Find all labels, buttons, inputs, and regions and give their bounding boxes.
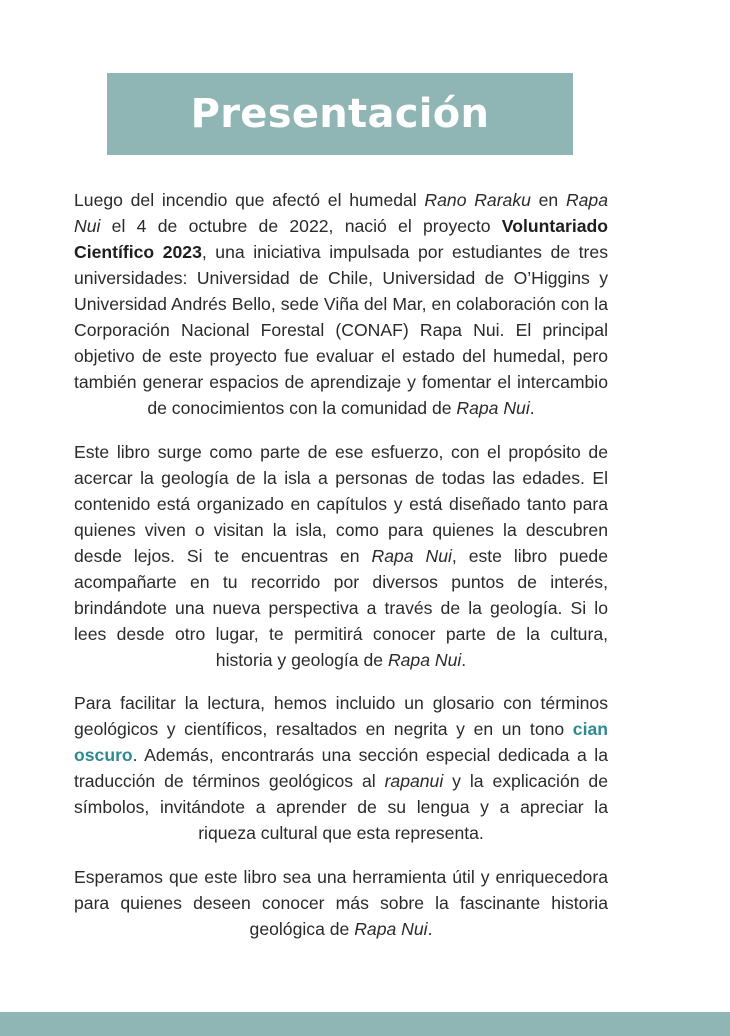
italic-place-name: Rapa Nui bbox=[74, 190, 608, 236]
text-span: , este libro puede acompañarte en tu recorrido por diversos puntos de interés, brindándote una nueva perspectiva a través de la geología. Si lo lees desde otro lugar, te permitirá conocer parte de la cultura, historia y geología de bbox=[74, 546, 608, 670]
glossary-term-highlight: cian oscuro bbox=[74, 719, 608, 765]
text-span: y la explicación de símbolos, invitándote a aprender de su lengua y a apreciar la riqueza cultural que esta representa. bbox=[74, 771, 608, 843]
bold-project-name: Voluntariado Científico 2023 bbox=[74, 216, 608, 262]
text-span: Para facilitar la lectura, hemos incluido un glosario con términos geológicos y científicos, resaltados en negrita y en un tono bbox=[74, 693, 608, 739]
text-span: Esperamos que este libro sea una herramienta útil y enriquecedora para quienes deseen conocer más sobre la fascinante historia geológica de bbox=[74, 867, 608, 939]
title-banner bbox=[107, 73, 573, 155]
page-title: Presentación bbox=[190, 91, 490, 137]
text-span: . Además, encontrarás una sección especial dedicada a la traducción de términos geológicos al bbox=[74, 745, 608, 791]
text-span: en bbox=[530, 190, 566, 210]
text-span: . bbox=[461, 650, 467, 670]
paragraph-closing bbox=[74, 864, 608, 942]
text-span: Luego del incendio que afectó el humedal bbox=[74, 190, 425, 210]
text-span: . bbox=[529, 398, 535, 418]
paragraph-glossary-note bbox=[74, 690, 608, 846]
footer-band bbox=[0, 1012, 730, 1036]
text-span: . bbox=[427, 919, 433, 939]
italic-place-name: Rapa Nui bbox=[387, 650, 462, 670]
text-span: el 4 de octubre de 2022, nació el proyecto bbox=[100, 216, 502, 236]
paragraph-book-purpose bbox=[74, 439, 608, 673]
italic-place-name: Rapa Nui bbox=[456, 398, 530, 418]
italic-place-name: Rano Raraku bbox=[424, 190, 531, 210]
italic-place-name: Rapa Nui bbox=[371, 546, 452, 566]
italic-place-name: Rapa Nui bbox=[354, 919, 428, 939]
text-span: , una iniciativa impulsada por estudiantes de tres universidades: Universidad de Chile, Universidad de O’Higgins y Universidad Andrés Bello, sede Viña del Mar, en colaboración con la Corporación Nacional Forestal (CONAF) Rapa Nui. El principal objetivo de este proyecto fue evaluar el estado del humedal, pero también generar espacios de aprendizaje y fomentar el intercambio de conocimientos con la comunidad de bbox=[74, 242, 608, 418]
italic-language-name: rapanui bbox=[384, 771, 444, 791]
text-span: Este libro surge como parte de ese esfuerzo, con el propósito de acercar la geología de la isla a personas de todas las edades. El contenido está organizado en capítulos y está diseñado tanto para quienes viven o visitan la isla, como para quienes la descubren desde lejos. Si te encuentras en bbox=[74, 442, 608, 566]
paragraph-intro bbox=[74, 187, 608, 421]
